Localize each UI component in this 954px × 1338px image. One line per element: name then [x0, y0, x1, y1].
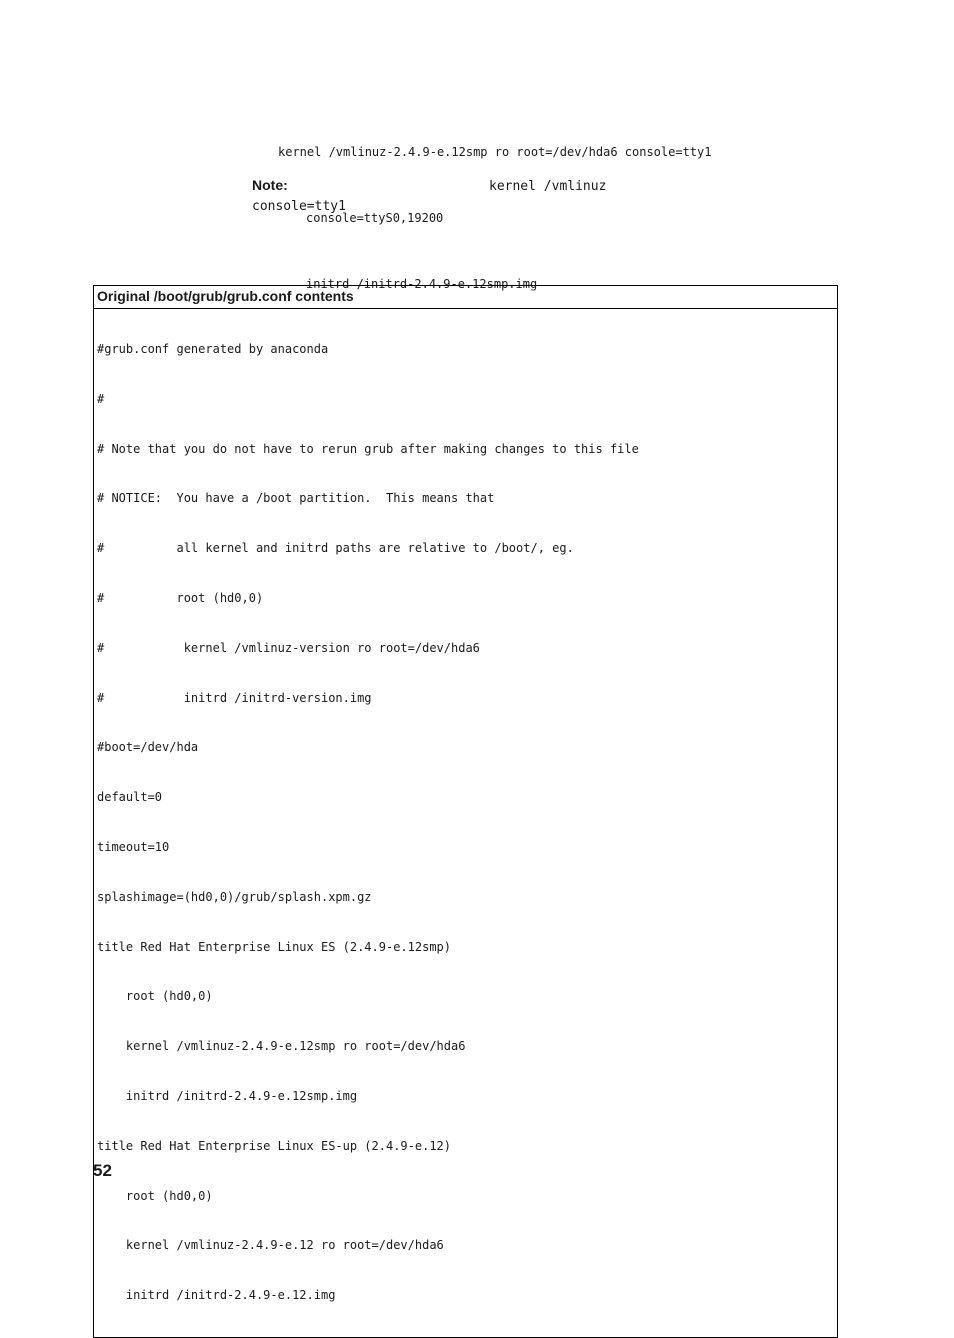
code-line: #boot=/dev/hda	[97, 740, 199, 755]
page-number: 52	[93, 1161, 112, 1180]
code-line: timeout=10	[97, 839, 170, 854]
code-line: console=ttyS0,19200	[306, 211, 444, 225]
code-line: root (hd0,0)	[97, 989, 213, 1004]
code-line: # root (hd0,0)	[97, 590, 264, 605]
note-inline-code: kernel /vmlinuz	[489, 179, 607, 194]
code-line: # initrd /initrd-version.img	[97, 690, 372, 705]
code-line: # all kernel and initrd paths are relative to /boot/, eg.	[97, 541, 574, 556]
code-line: title Red Hat Enterprise Linux ES-up (2.4.9-e.12)	[97, 1138, 452, 1153]
code-line: title Red Hat Enterprise Linux ES (2.4.9-e.12smp)	[97, 939, 452, 954]
code-line: root (hd0,0)	[97, 1188, 213, 1203]
code-line: # NOTICE: You have a /boot partition. This means that	[97, 491, 495, 506]
code-line: # Note that you do not have to rerun grub after making changes to this file	[97, 441, 639, 456]
code-line: #	[97, 391, 105, 406]
code-line: initrd /initrd-2.4.9-e.12smp.img	[97, 1088, 358, 1103]
note-label: Note:	[252, 177, 288, 193]
grub-conf-table	[93, 285, 838, 1338]
code-line: #grub.conf generated by anaconda	[97, 342, 329, 356]
code-line: initrd /initrd-2.4.9-e.12.img	[97, 1288, 336, 1303]
code-line: kernel /vmlinuz-2.4.9-e.12 ro root=/dev/hda6	[97, 1238, 444, 1253]
code-line: default=0	[97, 790, 163, 805]
code-line: kernel /vmlinuz-2.4.9-e.12smp ro root=/dev/hda6 console=tty1	[278, 145, 712, 159]
note-block	[252, 177, 852, 221]
note-inline-code: console=tty1	[252, 199, 346, 214]
grub-conf-contents	[94, 309, 837, 1337]
code-line: initrd /initrd-2.4.9-e.12smp.img	[306, 277, 538, 291]
table-header: Original /boot/grub/grub.conf contents	[94, 286, 837, 309]
code-line: splashimage=(hd0,0)/grub/splash.xpm.gz	[97, 889, 372, 904]
code-line: kernel /vmlinuz-2.4.9-e.12smp ro root=/dev/hda6	[97, 1039, 466, 1054]
code-line: # kernel /vmlinuz-version ro root=/dev/hda6	[97, 640, 480, 655]
